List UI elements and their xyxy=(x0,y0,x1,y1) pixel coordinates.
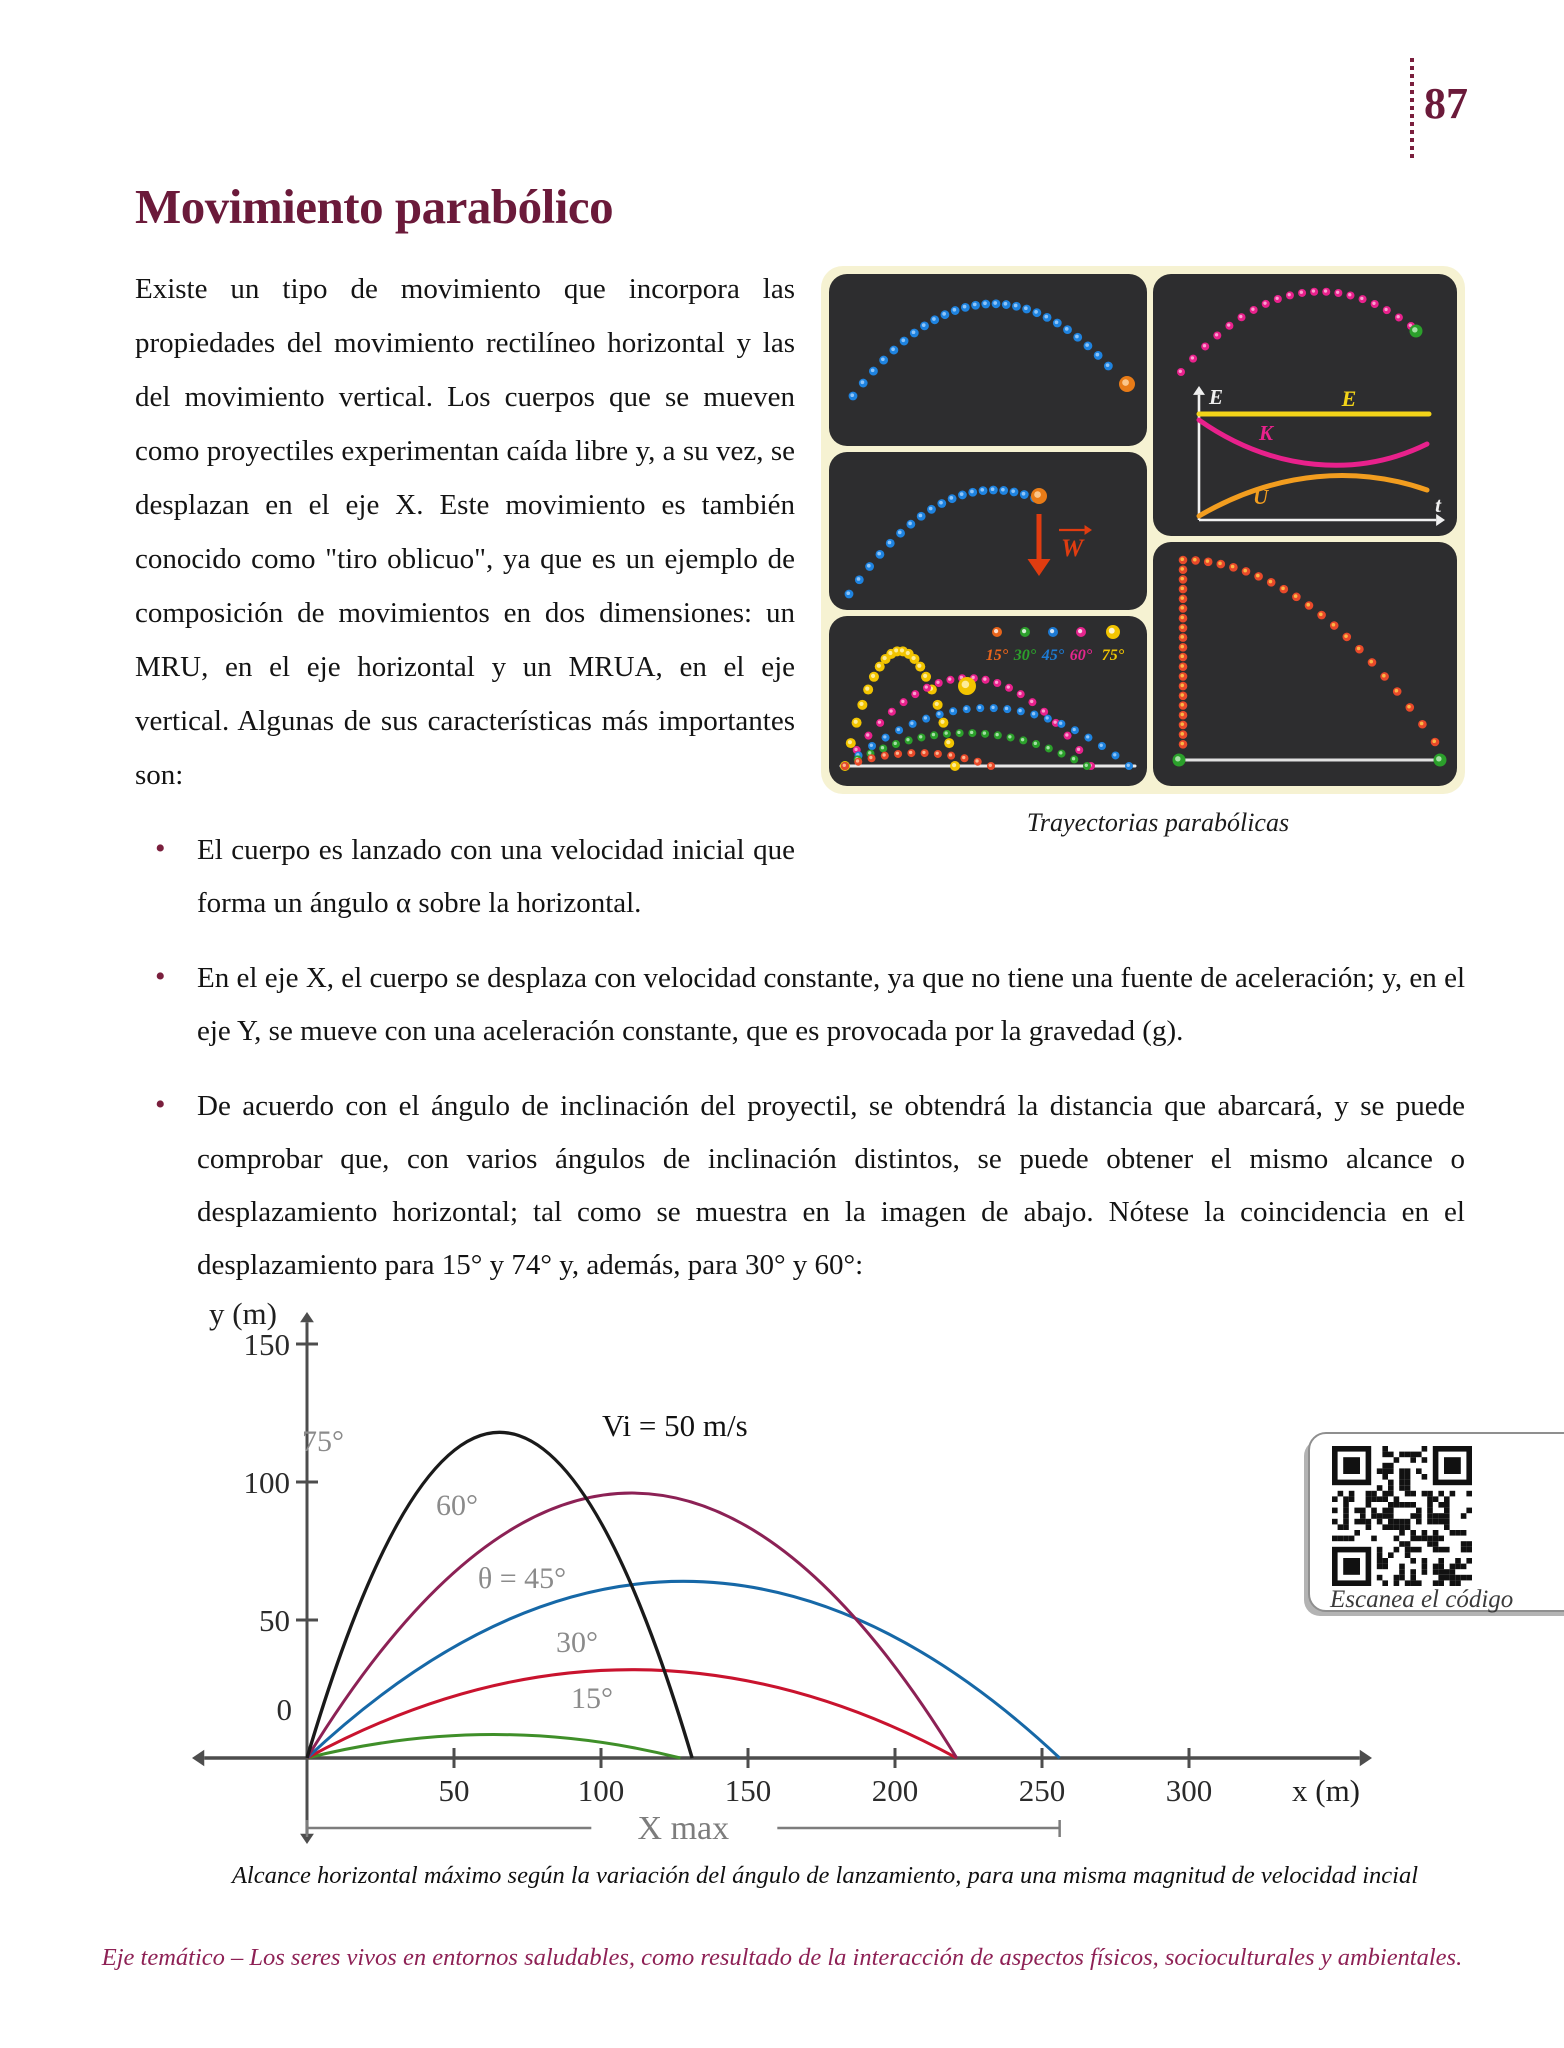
series-path-60 xyxy=(307,1493,957,1758)
series-angle-label: θ = 45° xyxy=(477,1562,567,1595)
series-angle-label: 30° xyxy=(556,1626,598,1659)
x-tick-label: 100 xyxy=(577,1773,625,1808)
initial-speed-annotation: Vi = 50 m/s xyxy=(602,1408,748,1443)
chart-caption: Alcance horizontal máximo según la variación del ángulo de lanzamiento, para una misma magnitud de velocidad incial xyxy=(231,1862,1419,1889)
time-axis-label: t xyxy=(1435,493,1441,517)
y-tick-label: 100 xyxy=(243,1465,290,1500)
legend-angle-label: 30° xyxy=(1013,647,1037,664)
bullet-marker: • xyxy=(155,1088,166,1121)
panel-energy-graph xyxy=(1153,274,1457,536)
series-path-15 xyxy=(307,1735,680,1758)
x-tick-label: 200 xyxy=(871,1773,919,1808)
bullet-text: De acuerdo con el ángulo de inclinación del proyectil, se obtendrá la distancia que abarcará, y se puede comprobar que, con varios ángulos de inclinación distintos, se puede obtener el mismo alcance o desplazamiento horizontal; tal como se muestra en la imagen de abajo. Nótese la coincidencia en el desplazamiento para 15° y 74° y, además, para 30° y 60°: xyxy=(197,1090,1465,1281)
total-energy-label: E xyxy=(1341,386,1357,411)
footer-theme-line: Eje temático – Los seres vivos en entornos saludables, como resultado de la interacción de aspectos físicos, socioculturales y ambientales. xyxy=(101,1944,1463,1971)
page-number: 87 xyxy=(1424,79,1468,128)
bullet-text: En el eje X, el cuerpo se desplaza con velocidad constante, ya que no tiene una fuente de aceleración; y, en el eje Y, se mueve con una aceleración constante, que es provocada por la gravedad (g). xyxy=(197,962,1465,1047)
x-tick-label: 50 xyxy=(438,1773,470,1808)
y-axis-title: y (m) xyxy=(208,1296,278,1331)
y-tick-label: 0 xyxy=(276,1692,292,1727)
x-axis-title: x (m) xyxy=(1292,1773,1361,1808)
bullet-marker: • xyxy=(155,960,166,993)
page-number-dotted-rule xyxy=(1410,58,1414,162)
list-item xyxy=(135,824,1465,930)
x-tick-label: 250 xyxy=(1018,1773,1066,1808)
energy-axis-label: E xyxy=(1209,385,1224,409)
qr-code xyxy=(1332,1446,1472,1586)
list-item xyxy=(135,1080,1465,1292)
panel-horizontal-launch xyxy=(1153,542,1457,786)
kinetic-energy-curve xyxy=(1199,420,1427,465)
series-path-30 xyxy=(307,1670,957,1758)
series-angle-label: 60° xyxy=(436,1489,478,1522)
legend-angle-label: 15° xyxy=(985,647,1009,664)
legend-angle-label: 45° xyxy=(1041,647,1065,664)
figure-caption: Trayectorias parabólicas xyxy=(1026,808,1290,837)
series-angle-label: 15° xyxy=(571,1682,613,1715)
qr-label: Escanea el código xyxy=(1330,1586,1514,1613)
x-tick-label: 300 xyxy=(1165,1773,1213,1808)
intro-paragraph: Existe un tipo de movimiento que incorpora las propiedades del movimiento rectilíneo horizontal y las del movimiento vertical. Los cuerpos que se mueven como proyectiles experimentan caída libre y, a su vez, se desplazan en el eje X. Este movimiento es también conocido como "tiro oblicuo", ya que es un ejemplo de composición de movimientos en dos dimensiones: un MRU, en el eje horizontal y un MRUA, en el eje vertical. Algunas de sus características más importantes son: xyxy=(135,273,795,791)
bullet-text: El cuerpo es lanzado con una velocidad inicial que forma un ángulo α sobre la horizontal. xyxy=(197,834,795,919)
qr-card xyxy=(1308,1432,1564,1612)
bullet-marker: • xyxy=(155,832,166,865)
potential-energy-curve xyxy=(1199,476,1427,516)
y-tick-label: 150 xyxy=(243,1327,290,1362)
panel-weight-vector xyxy=(829,452,1147,610)
x-max-label: X max xyxy=(637,1810,730,1847)
series-angle-label: 75° xyxy=(302,1425,344,1458)
trajectory-figure xyxy=(821,266,1465,838)
kinetic-label: K xyxy=(1259,421,1274,445)
trajectory-chart xyxy=(140,1296,1440,1856)
panel-projectile-arc xyxy=(829,274,1147,446)
potential-label: U xyxy=(1253,485,1269,509)
main-content xyxy=(135,262,1465,1292)
panel-grid xyxy=(821,266,1465,794)
x-tick-label: 150 xyxy=(724,1773,772,1808)
y-tick-label: 50 xyxy=(259,1603,290,1638)
weight-vector-label: W xyxy=(1061,535,1084,562)
legend-angle-label: 60° xyxy=(1069,647,1093,664)
bullet-list xyxy=(135,824,1465,1292)
list-item xyxy=(135,952,1465,1058)
legend-angle-label: 75° xyxy=(1101,647,1125,664)
panel-angle-comparison xyxy=(829,616,1147,786)
page-title: Movimiento parabólico xyxy=(135,179,614,234)
